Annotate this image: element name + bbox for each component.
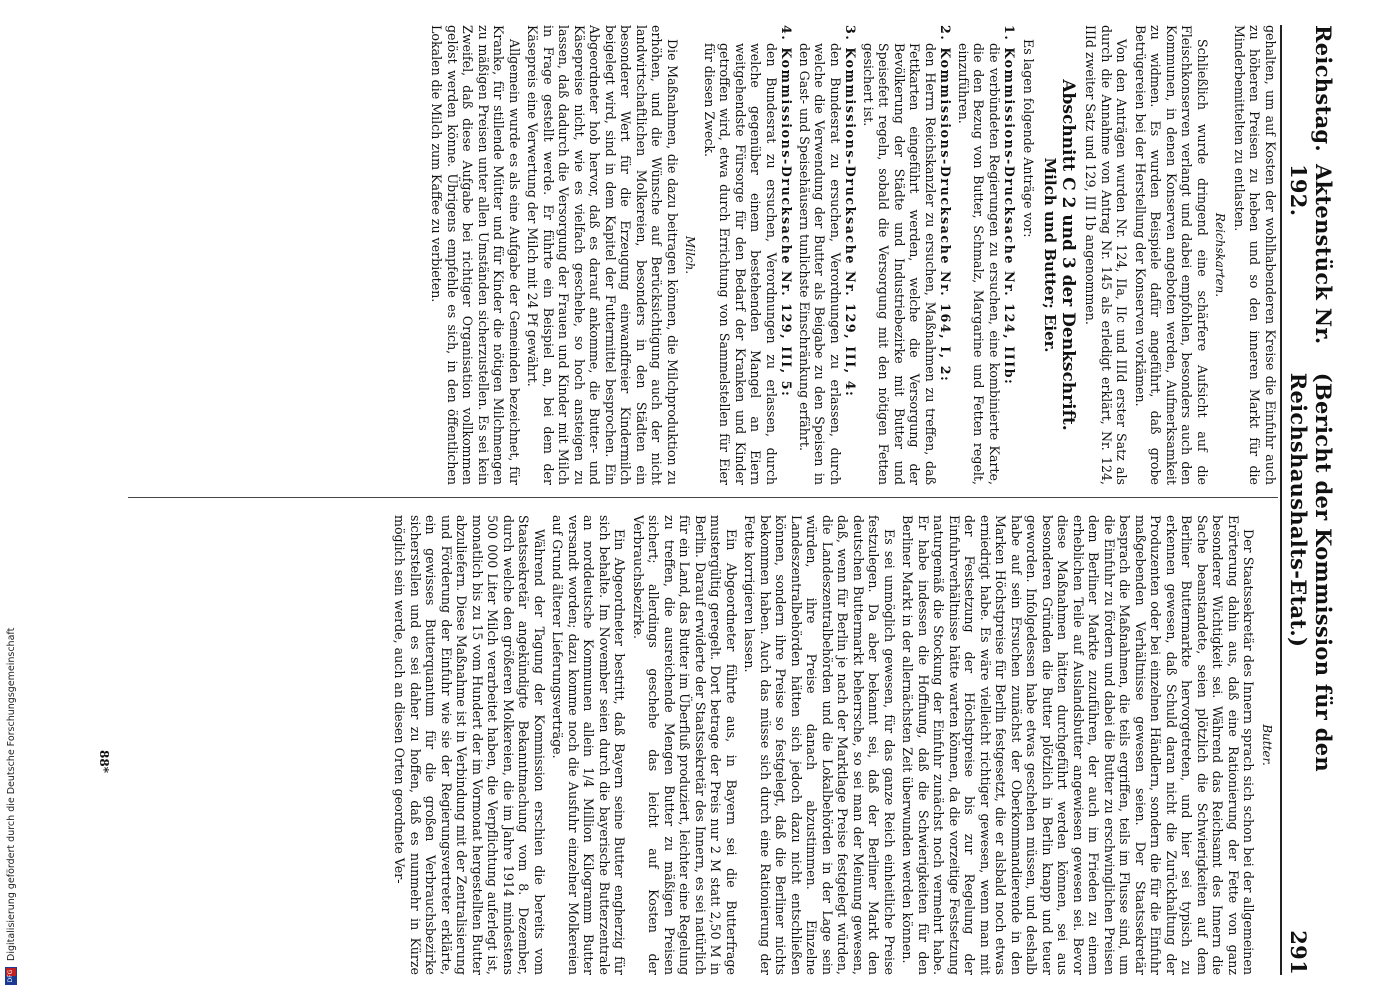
motion-text: den Bundesrat zu ersuchen, Verordnungen zu erlassen, durch welche die Verwendung der Butter als Beigabe zu den Speisen in den Gast- und Speisehäusern tunlichste Einschränkung erfährt. bbox=[797, 43, 843, 485]
motion-label: 2. Kommissions-Drucksache Nr. 164, I, 2: bbox=[938, 25, 954, 383]
page-inner bbox=[46, 10, 1336, 990]
running-header bbox=[1280, 25, 1336, 975]
section-title: Abschnitt C 2 und 3 der Denkschrift. bbox=[1058, 79, 1078, 431]
header-reichstag: Reichstag. bbox=[1311, 25, 1336, 152]
motion-item bbox=[861, 25, 954, 485]
right-paragraph-1: Der Staatssekretär des Innern sprach sich schon bei der allgemeinen Erörterung dahin aus, daß eine Rationierung der Fette von ganz besonderer Wichtigkeit sei. Während das Reichsamt des Innern die Sache beanstandete, seien plötzlich die Schwierigkeiten auf dem Berliner Buttermarkte hervorgetreten, und hier sei typisch zu erkennen gewesen, daß Schuld daran nicht die Zurückhaltung der Produzenten oder bei einzelnen Händlern, sondern die für die Einfuhr maßgebenden Verhältnisse gewesen seien. Der Staatssekretär besprach die Maßnahmen, die teils ergriffen, teils im Flusse sind, um die Einfuhr zu fördern und dabei die Butter zu erschwinglichen Preisen dem Berliner Markte zuzuführen, der auch im Frieden zu einem erheblichen Teile auf Auslandsbutter angewiesen gewesen sei. Bevor diese Maßnahmen hätten durchgeführt werden können, sei aus besonderen Gründen die Butter plötzlich in Berlin knapp und teuer geworden. Infolgedessen habe etwas geschehen müssen, und deshalb habe auf sein Ersuchen zunächst der Oberkommandierende in den Marken Höchstpreise für Berlin festgesetzt, die er alsbald noch etwas erniedrigt habe. Es wäre vielleicht richtiger gewesen, wenn man mit der Festsetzung der Höchstpreise bis zur Regelung der Einfuhrverhältnisse hätte warten können, da die vorzeitige Festsetzung naturgemäß die Stockung der Einfuhr zunächst noch vermehrt habe. Er habe indessen die Hoffnung, daß die Schwierigkeiten für den Berliner Markt in der allernächsten Zeit überwunden werden können. bbox=[900, 515, 1257, 975]
left-column bbox=[128, 25, 1278, 485]
left-paragraph-2: Schließlich wurde dringend eine schärfere Aufsicht auf die Fleischkonserven verlangt und dabei empfohlen, besonders auch den Kommunen, in denen Konserven angeboten werden, Aufmerksamkeit zu widmen. Es wurden Beispiele dafür angeführt, daß grobe Betrügereien bei der Herstellung der Konserven vorkämen. bbox=[1133, 25, 1210, 485]
right-paragraph-3: Ein Abgeordneter führte aus, in Bayern sei die Butterfrage mustergültig geregelt. Dort betrage der Preis nur 2 M statt 2,50 M in Berlin. Darauf erwiderte der Staatssekretär des Innern, es sei natürlich für ein Land, das Butter im Überfluß produziert, leichter eine Regelung zu treffen, die ausreichende Mengen Butter zu mäßigen Preisen sichert; allerdings geschehe das leicht auf Kosten der Verbrauchsbezirke. bbox=[631, 515, 739, 975]
motions-intro: Es lagen folgende Anträge vor: bbox=[1021, 39, 1036, 238]
dfg-logo-icon: DFG bbox=[5, 967, 17, 985]
rotated-page-content bbox=[46, 10, 1336, 990]
subheading-milch: Milch. bbox=[683, 235, 698, 275]
sheet-signature: 88* bbox=[97, 750, 111, 773]
motion-text: den Herrn Reichskanzler zu ersuchen, Maßnahmen zu treffen, daß Fettkarten eingeführt werden, welche die Versorgung der Bevölkerung der Städte und Industriebezirke mit Butter und Speisefett regeln, sobald die Versorgung mit den nötigen Fetten gesichert ist. bbox=[861, 43, 938, 485]
digitization-credit bbox=[4, 0, 18, 985]
left-paragraph-5: Allgemein wurde es als eine Aufgabe der Gemeinden bezeichnet, für Kranke, für stillende Mütter und für Kinder die nötigen Milchmengen zu mäßigen Preisen unter allen Umständen sicherzustellen. Es sei kein Zweifel, daß diese Aufgabe bei richtiger Organisation vollkommen gelöst werden könne. Übrigens empfehle es sich, in den öffentlichen Lokalen die Milch zum Kaffee zu verbieten. bbox=[429, 25, 522, 485]
subheading-butter: Butter. bbox=[1260, 724, 1274, 766]
header-title: (Bericht der Kommission für den Reichshaushalts-Etat.) bbox=[1286, 372, 1336, 772]
right-paragraph-5: Während der Tagung der Kommission erschien die bereits vom Staatssekretär angekündigte Bekanntmachung vom 8. Dezember, durch welche den größeren Molkereien, die im Jahre 1914 mindestens 500 000 Liter Milch verarbeitet haben, die Verpflichtung auferlegt ist, monatlich bis zu 15 vom Hundert der im Vormonat hergestellten Butter abzuliefern. Diese Maßnahme ist in Verbindung mit der Zentralisierung und Förderung der Einfuhr wie sie der Regierungsvertreter erklärte, ein gewisses Butterquantum für die großen Verbrauchsbezirke sicherstellen und es sei daher zu hoffen, daß es nunmehr in Kürze möglich sein werde, auch an diesen Orten geordnete Ver- bbox=[392, 515, 547, 975]
motion-text: den Bundesrat zu ersuchen, Verordnungen zu erlassen, durch welche gegenüber einem bestehenden Mangel an Eiern weitgehendste Fürsorge für den Bedarf der Kranken und Kinder getroffen wird, etwa durch Errichtung von Sammelstellen für Eier für diesen Zweck. bbox=[702, 43, 779, 485]
left-paragraph-3: Von den Anträgen wurden Nr. 124, IIa, IIc und IIId erster Satz als durch die Annahme von Antrag Nr. 145 als erledigt erklärt, Nr. 124, IIId zweiter Satz und 129, III 1b angenommen. bbox=[1083, 25, 1130, 485]
header-aktenstueck: Aktenstück Nr. 192. bbox=[1286, 163, 1336, 345]
right-paragraph-4: Ein Abgeordneter bestritt, daß Bayern seine Butter engherzig für sich behalte. Im November seien durch die bayerische Butterzentrale an norddeutsche Kommunen allein 1/4 Million Kilogramm Butter versandt worden; dazu komme noch die Ausfuhr einzelner Molkereien auf Grund älterer Lieferungsverträge. bbox=[550, 515, 628, 975]
section-subtitle: Milch und Butter; Eier. bbox=[1041, 157, 1060, 353]
subheading-reichskarten: Reichskarten. bbox=[1213, 212, 1228, 298]
right-paragraph-2: Es sei unmöglich gewesen, für das ganze Reich einheitliche Preise festzulegen. Da aber bekannt sei, daß der Berliner Markt den deutschen Buttermarkt beherrsche, so sei man der Meinung gewesen, daß, wenn für Berlin je nach der Marktlage Preise festgelegt würden, die Landeszentralbehörden und die Lokalbehörden in der Lage sein würden, ihre Preise danach abzustimmen. Einzelne Landeszentralbehörden hätten sich jedoch dazu nicht entschließen können, sondern ihre Preise so festgelegt, daß die Berliner nichts bekommen haben. Auch das müsse sich durch eine Rationierung der Fette korrigieren lassen. bbox=[742, 515, 897, 975]
left-paragraph-4: Die Maßnahmen, die dazu beitragen können, die Milchproduktion zu erhöhen, und die Wünsche auf Berücksichtigung auch der nicht landwirtschaftlichen Molkereien, besonders in den Städten ein besonderer Wert für die Erzeugung einwandfreier Kindermilch beigelegt wird, sind in dem Kapitel der Futtermittel besprochen. Ein Abgeordneter hob hervor, daß es darauf ankomme, die Butter- und Käsepreise nicht, wie es vielfach geschehe, so hoch ansteigen zu lassen, daß dadurch die Versorgung der Frauen und Kinder mit Milch in Frage gestellt werde. Er führte ein Beispiel an, bei dem der Käsepreis eine Verwertung der Milch mit 24 Pf gewährt. bbox=[525, 25, 680, 485]
motion-text: die verbündeten Regierungen zu ersuchen, eine kombinierte Karte, die den Bezug von Butter, Schmalz, Margarine und Fetten regelt, einzuführen. bbox=[956, 43, 1002, 485]
motion-item bbox=[797, 25, 859, 485]
motion-item bbox=[702, 25, 795, 485]
motion-item bbox=[956, 25, 1018, 485]
page-number: 291 bbox=[1286, 930, 1311, 975]
column-divider bbox=[128, 497, 1278, 498]
header-left-group bbox=[1286, 25, 1336, 930]
motion-label: 4. Kommissions-Drucksache Nr. 129, III, 5: bbox=[779, 25, 795, 398]
motion-label: 3. Kommissions-Drucksache Nr. 129, III, 4: bbox=[843, 25, 859, 398]
left-paragraph-1: gehalten, um auf Kosten der wohlhabenderen Kreise die Einfuhr auch zu höheren Preisen zu heben und so den inneren Markt für die Minderbemittelten zu entlasten. bbox=[1232, 25, 1278, 485]
credit-text: Digitalisierung gefördert durch die Deutsche Forschungsgemeinschaft bbox=[5, 627, 17, 961]
right-column bbox=[128, 515, 1278, 975]
motion-label: 1. Kommissions-Drucksache Nr. 124, IIIb: bbox=[1002, 25, 1018, 386]
